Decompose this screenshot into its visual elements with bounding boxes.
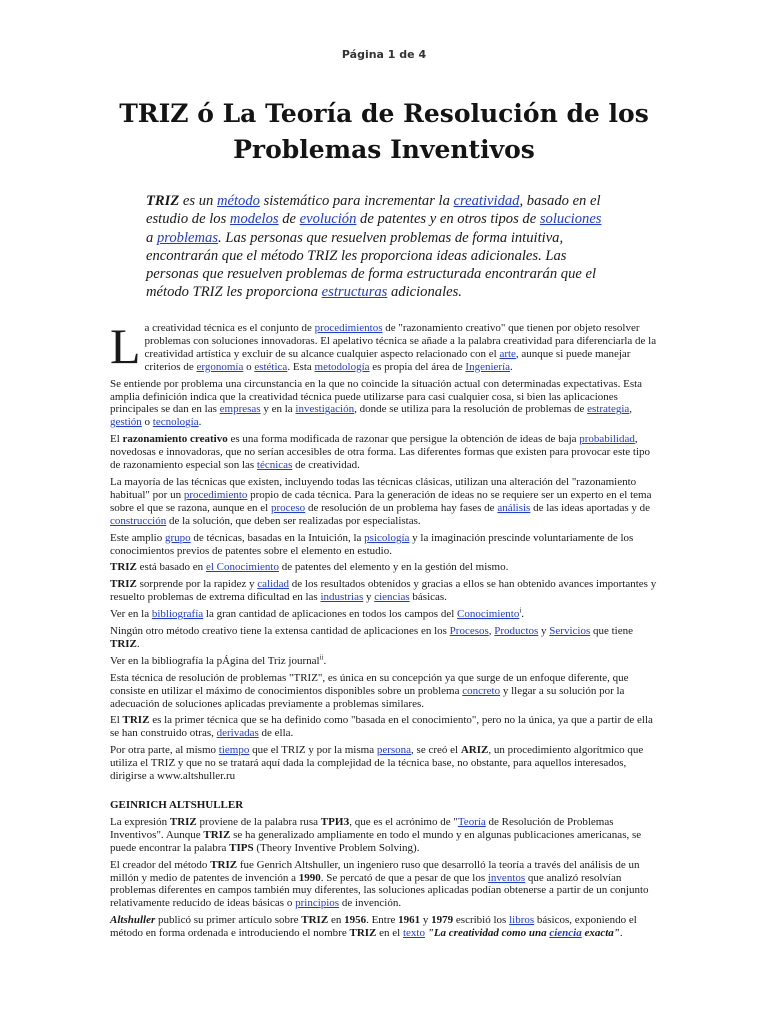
text: proviene de la palabra rusa — [196, 815, 321, 828]
text: y — [420, 914, 432, 927]
link-investigacion[interactable]: investigación — [295, 403, 355, 416]
link-libros[interactable]: libros — [509, 914, 535, 927]
text: de patentes del elemento y en la gestión del mismo. — [278, 561, 509, 574]
paragraph-ariz — [110, 744, 658, 783]
text: (Theory Inventive Problem Solving). — [253, 841, 420, 854]
text: publicó su primer artículo sobre — [155, 914, 302, 927]
bold-term: TRIZ — [110, 561, 137, 574]
text: de técnicas, basadas en la Intuición, la — [190, 531, 365, 544]
link-concreto[interactable]: concreto — [462, 684, 501, 697]
page-number: Página 1 de 4 — [341, 48, 427, 61]
link-inventos[interactable]: inventos — [487, 871, 526, 884]
text: El creador del método — [110, 858, 211, 871]
text: , que es el acrónimo de " — [349, 815, 458, 828]
text: de Resolución de Problemas Inventivos". Aunque — [110, 815, 614, 841]
text: está basado en — [136, 561, 206, 574]
text: Esta técnica de resolución de problemas "TRIZ", es única en su concepción ya que surge de un enfoque diferente, que consiste en utilizar el máximo de conocimientos disponibles sobre un problema — [110, 671, 629, 697]
link-soluciones[interactable]: soluciones — [539, 211, 602, 228]
link-metodologia[interactable]: metodología — [314, 360, 370, 373]
link-ciencia[interactable]: ciencia — [549, 927, 582, 940]
link-ciencias[interactable]: ciencias — [374, 591, 410, 604]
text: La mayoría de las técnicas que existen, incluyendo todas las técnicas clásicas, utilizan una alteración del "razonamiento habitual" por un — [110, 475, 637, 501]
text: de "razonamiento creativo" que tienen por objeto resolver problemas con soluciones innovadoras. El apelativo técnica se añade a la palabra creatividad para diferenciarla de la creatividad artística y excluir de su alcance cualquier aspecto relacionado con el — [144, 322, 657, 360]
paragraph-problema — [110, 378, 658, 430]
bold-term: TRIZ — [203, 828, 231, 841]
text: de las ideas aportadas y de — [530, 501, 651, 514]
link-principios[interactable]: principios — [295, 897, 340, 910]
link-ingenieria[interactable]: Ingeniería — [465, 360, 511, 373]
link-estructuras[interactable]: estructuras — [321, 284, 388, 301]
text: . — [136, 637, 140, 650]
bold-italic-term: Altshuller — [110, 914, 156, 927]
text: básicas. — [409, 591, 447, 604]
text: de ella. — [258, 727, 294, 740]
link-construccion[interactable]: construcción — [110, 514, 167, 527]
text: El — [110, 433, 123, 446]
text: sorprende por la rapidez y — [136, 578, 258, 591]
text: Ver en la bibliografía la pÁgina del Triz journal — [110, 654, 320, 667]
text: , novedosas e innovadoras, que no serían accesibles de otra forma. Las diferentes formas que existen para provocar este tipo de razonamiento especial son las — [110, 433, 651, 472]
link-texto[interactable]: texto — [402, 927, 425, 940]
text: , — [488, 625, 495, 638]
paragraph-tecnicas — [110, 476, 658, 528]
bold-term: TRIZ — [301, 914, 329, 927]
text: a creatividad técnica es el conjunto de — [144, 322, 315, 334]
text: . Se percató de que a pesar de que los — [320, 871, 488, 884]
link-grupo[interactable]: grupo — [165, 531, 191, 544]
link-evolucion[interactable]: evolución — [299, 211, 357, 228]
text: . — [521, 608, 525, 621]
body-text — [110, 318, 658, 944]
text: , — [629, 403, 633, 416]
bold-term: TRIZ — [169, 815, 197, 828]
link-probabilidad[interactable]: probabilidad — [579, 433, 635, 446]
link-bibliografia[interactable]: bibliografía — [151, 608, 204, 621]
link-empresas[interactable]: empresas — [219, 403, 261, 416]
link-ergonomia[interactable]: ergonomía — [196, 360, 244, 373]
paragraph-triz-sorprende — [110, 578, 658, 604]
bold-term: 1961 — [398, 914, 421, 927]
link-derivadas[interactable]: derivadas — [216, 727, 259, 740]
link-procedimiento[interactable]: procedimiento — [183, 488, 248, 501]
link-procedimientos[interactable]: procedimientos — [314, 322, 383, 334]
text: , se creó el — [411, 744, 461, 757]
text: . — [619, 927, 623, 940]
text: Ningún otro método creativo tiene la extensa cantidad de aplicaciones en los — [110, 625, 450, 638]
paragraph-triz-basado — [110, 561, 658, 574]
bold-italic-term: "La creatividad como una — [427, 927, 550, 940]
text: que el TRIZ y por la misma — [249, 744, 377, 757]
intro-text: de patentes y en otros tipos de — [356, 211, 540, 228]
text: . — [198, 416, 202, 429]
text: y — [363, 591, 375, 604]
bold-term: TRIZ — [210, 858, 238, 871]
link-modelos[interactable]: modelos — [229, 211, 279, 228]
text: La expresión — [110, 815, 170, 828]
bold-term: TRIZ — [110, 578, 137, 591]
link-metodo[interactable]: método — [216, 193, 260, 209]
link-industrias[interactable]: industrias — [320, 591, 364, 604]
text: es la primer técnica que se ha definido como "basada en el conocimiento", pero no la única, ya que a partir de ella se han construido otras, — [110, 714, 653, 740]
text: El — [110, 714, 123, 727]
link-servicios[interactable]: Servicios — [549, 625, 591, 638]
bold-term: TRIZ — [122, 714, 150, 727]
text: de la solución, que deben ser realizadas por especialistas. — [166, 514, 421, 527]
paragraph-primer-tecnica — [110, 714, 658, 740]
intro-text: , basado en el estudio de los — [146, 193, 601, 228]
paragraph-concepcion — [110, 672, 658, 711]
text: . Entre — [366, 914, 399, 927]
text: es una forma modificada de razonar que persigue la obtención de ideas de baja — [227, 433, 580, 446]
text: es propia del área de — [369, 360, 466, 373]
footnote-ref[interactable]: i — [519, 606, 522, 615]
intro-text: sistemático para incrementar la — [259, 193, 454, 209]
link-teoria[interactable]: Teoría — [457, 815, 486, 828]
bold-italic-term: exacta" — [581, 927, 620, 940]
bold-term: 1956 — [344, 914, 367, 927]
link-psicologia[interactable]: psicología — [364, 531, 410, 544]
link-calidad[interactable]: calidad — [257, 578, 290, 591]
paragraph-razonamiento — [110, 433, 658, 472]
text: se ha generalizado ampliamente en todo el mundo y en algunas publicaciones americanas, se puede encontrar la palabra — [110, 828, 642, 854]
link-tecnologia[interactable]: tecnología — [152, 416, 199, 429]
paragraph-bibliografia — [110, 608, 658, 621]
text: Este amplio — [110, 531, 165, 544]
text: de los resultados obtenidos y gracias a ellos se han obtenido avances importantes y resuelto problemas de extrema dificultad en las — [110, 578, 657, 604]
document-title: TRIZ ó La Teoría de Resolución de los Problemas Inventivos — [119, 99, 649, 164]
paragraph-grupo — [110, 532, 658, 558]
paragraph-expresion — [110, 816, 658, 855]
link-procesos[interactable]: Procesos — [449, 625, 489, 638]
text: de creatividad. — [292, 459, 360, 472]
link-estrategia[interactable]: estrategia — [587, 403, 630, 416]
text: fue Genrich Altshuller, un ingeniero ruso que desarrolló la teoría a través del análisis de un millón y medio de patentes de invención a — [110, 858, 640, 884]
text: escribió los — [453, 914, 510, 927]
text: , aunque si puede manejar criterios de — [144, 347, 631, 373]
paragraph-altshuller — [110, 914, 658, 940]
text: o — [141, 416, 153, 429]
link-gestion[interactable]: gestión — [110, 416, 142, 429]
link-tecnicas[interactable]: técnicas — [256, 459, 293, 472]
link-tiempo[interactable]: tiempo — [218, 744, 250, 757]
intro-paragraph — [146, 192, 608, 302]
bold-term: 1979 — [431, 914, 454, 927]
link-analisis[interactable]: análisis — [497, 501, 531, 514]
paragraph-aplicaciones — [110, 625, 658, 651]
text: y llegar a su solución por la adecuación de soluciones aplicadas previamente a problemas similares. — [110, 684, 625, 710]
link-problemas[interactable]: problemas — [156, 229, 219, 246]
text: en el — [376, 927, 403, 940]
link-conocimiento[interactable]: Conocimiento — [457, 608, 520, 621]
text: y en la — [260, 403, 296, 416]
intro-term: TRIZ — [146, 193, 180, 209]
text: en — [328, 914, 345, 927]
link-productos[interactable]: Productos — [494, 625, 539, 638]
paragraph-creador — [110, 859, 658, 911]
text: . — [323, 654, 327, 667]
text: que analizó resolvían problemas diferentes en campos también muy diferentes, las soluciones aplicadas podían obtenerse a partir de un conjunto relativamente reducido de ideas básicas o — [110, 871, 649, 910]
text: o — [243, 360, 255, 373]
link-creatividad[interactable]: creatividad — [453, 193, 520, 209]
intro-text: . Las personas que resuelven problemas de forma intuitiva, encontrarán que el método TRIZ les proporciona ideas adicionales. Las personas que resuelven problemas de forma estructurada encontrarán que el método TRIZ les proporciona — [146, 229, 597, 301]
text: . — [510, 360, 513, 373]
text: de invención. — [339, 897, 402, 910]
intro-text: a — [146, 229, 157, 246]
link-estetica[interactable]: estética — [254, 360, 288, 373]
link-proceso[interactable]: proceso — [270, 501, 306, 514]
paragraph-creatividad-tecnica — [110, 318, 658, 374]
link-arte[interactable]: arte — [499, 347, 516, 360]
bold-term: razonamiento creativo — [122, 433, 228, 446]
text: y — [538, 625, 550, 638]
bold-term: TRIZ — [349, 927, 377, 940]
text: la gran cantidad de aplicaciones en todos los campos del — [203, 608, 458, 621]
drop-cap: L — [110, 318, 141, 374]
text: propio de cada técnica. Para la generación de ideas no se requiere ser un experto en el tema sobre el que se razona, aunque en el — [110, 488, 652, 514]
text: de resolución de un problema hay fases de — [305, 501, 498, 514]
text: básicos, exponiendo el método en forma ordenada e introduciendo el nombre — [110, 914, 637, 940]
link-el-conocimiento[interactable]: el Conocimiento — [205, 561, 279, 574]
text: Por otra parte, al mismo — [110, 744, 219, 757]
text: que tiene — [590, 625, 633, 638]
paragraph-triz-journal — [110, 655, 658, 668]
text: Ver en la — [110, 608, 152, 621]
footnote-ref[interactable]: ii — [319, 653, 324, 662]
bold-term: 1990 — [298, 871, 321, 884]
intro-text: es un — [179, 193, 217, 209]
text: , un procedimiento algorítmico que utiliza el TRIZ y que no se tratará aquí dada la complejidad de la técnica base, no obstante, para aquellos interesados, dirigirse a www.altshuller.ru — [110, 744, 644, 783]
text: , donde se utiliza para la resolución de problemas de — [354, 403, 588, 416]
section-heading: GEINRICH ALTSHULLER — [110, 799, 244, 811]
intro-text: de — [278, 211, 300, 228]
bold-term: TRIZ — [110, 637, 137, 650]
text: Se entiende por problema una circunstancia en la que no coincide la situación actual con determinadas expectativas. Esta amplia definición indica que la creatividad técnica puede utilizarse para casi cualquier cosa, si bien las aplicaciones principales se dan en las — [110, 377, 643, 416]
intro-text: adicionales. — [387, 284, 462, 301]
bold-term: ARIZ — [460, 744, 489, 757]
link-persona[interactable]: persona — [376, 744, 412, 757]
text: . Esta — [287, 360, 315, 373]
bold-term: TIPS — [229, 841, 254, 854]
bold-term: ТРИЗ — [320, 815, 350, 828]
text: y la imaginación prescinde voluntariamente de los conocimientos previos de patentes sobre el elemento en estudio. — [110, 531, 634, 557]
